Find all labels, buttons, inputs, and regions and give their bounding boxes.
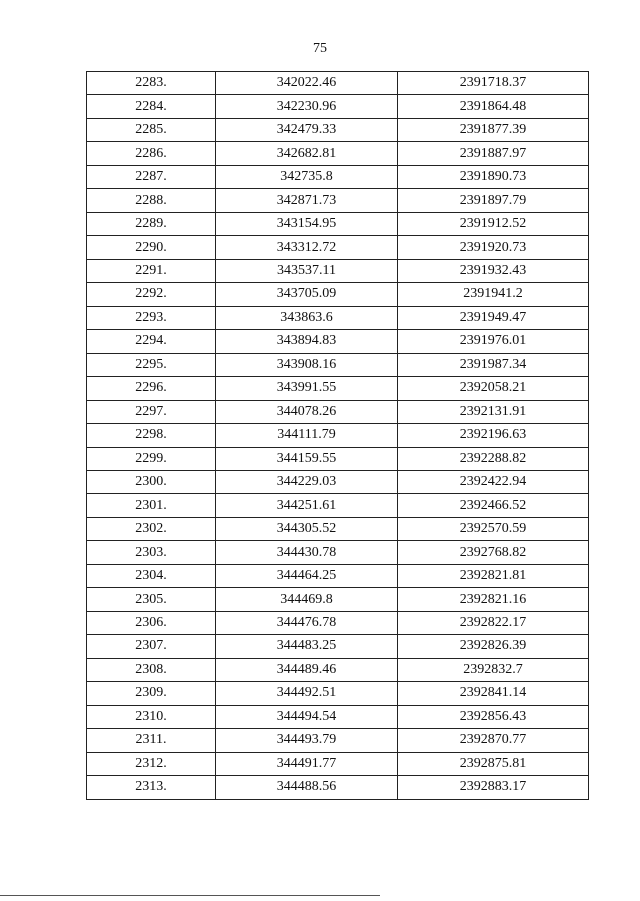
point-number-cell: 2289. (87, 212, 216, 235)
x-coordinate-cell: 342682.81 (216, 142, 398, 165)
y-coordinate-cell: 2392875.81 (398, 752, 589, 775)
x-coordinate-cell: 342871.73 (216, 189, 398, 212)
y-coordinate-cell: 2392822.17 (398, 611, 589, 634)
point-number-cell: 2309. (87, 682, 216, 705)
y-coordinate-cell: 2392196.63 (398, 424, 589, 447)
table-row (87, 682, 589, 705)
table-row (87, 306, 589, 329)
table-row (87, 494, 589, 517)
point-number-cell: 2285. (87, 118, 216, 141)
table-row (87, 259, 589, 282)
table-row (87, 658, 589, 681)
x-coordinate-cell: 342735.8 (216, 165, 398, 188)
table-row (87, 236, 589, 259)
point-number-cell: 2303. (87, 541, 216, 564)
point-number-cell: 2308. (87, 658, 216, 681)
x-coordinate-cell: 344159.55 (216, 447, 398, 470)
x-coordinate-cell: 344078.26 (216, 400, 398, 423)
x-coordinate-cell: 343537.11 (216, 259, 398, 282)
point-number-cell: 2307. (87, 635, 216, 658)
scan-edge-line (0, 895, 380, 896)
point-number-cell: 2300. (87, 470, 216, 493)
x-coordinate-cell: 344492.51 (216, 682, 398, 705)
y-coordinate-cell: 2392422.94 (398, 470, 589, 493)
table-row (87, 517, 589, 540)
point-number-cell: 2310. (87, 705, 216, 728)
point-number-cell: 2286. (87, 142, 216, 165)
x-coordinate-cell: 344476.78 (216, 611, 398, 634)
table-row (87, 564, 589, 587)
point-number-cell: 2313. (87, 776, 216, 799)
point-number-cell: 2292. (87, 283, 216, 306)
table-row (87, 470, 589, 493)
y-coordinate-cell: 2391897.79 (398, 189, 589, 212)
y-coordinate-cell: 2391976.01 (398, 330, 589, 353)
table-row (87, 142, 589, 165)
y-coordinate-cell: 2391941.2 (398, 283, 589, 306)
table-row (87, 424, 589, 447)
x-coordinate-cell: 344493.79 (216, 729, 398, 752)
point-number-cell: 2311. (87, 729, 216, 752)
x-coordinate-cell: 342022.46 (216, 72, 398, 95)
x-coordinate-cell: 344494.54 (216, 705, 398, 728)
point-number-cell: 2299. (87, 447, 216, 470)
x-coordinate-cell: 344491.77 (216, 752, 398, 775)
table-row (87, 330, 589, 353)
table-row (87, 447, 589, 470)
point-number-cell: 2306. (87, 611, 216, 634)
y-coordinate-cell: 2391877.39 (398, 118, 589, 141)
x-coordinate-cell: 344489.46 (216, 658, 398, 681)
y-coordinate-cell: 2392883.17 (398, 776, 589, 799)
y-coordinate-cell: 2391864.48 (398, 95, 589, 118)
y-coordinate-cell: 2392832.7 (398, 658, 589, 681)
x-coordinate-cell: 344430.78 (216, 541, 398, 564)
table-row (87, 212, 589, 235)
table-row (87, 752, 589, 775)
point-number-cell: 2305. (87, 588, 216, 611)
x-coordinate-cell: 342479.33 (216, 118, 398, 141)
y-coordinate-cell: 2392288.82 (398, 447, 589, 470)
table-row (87, 611, 589, 634)
y-coordinate-cell: 2392131.91 (398, 400, 589, 423)
page-number: 75 (313, 41, 327, 56)
y-coordinate-cell: 2392826.39 (398, 635, 589, 658)
x-coordinate-cell: 344483.25 (216, 635, 398, 658)
coordinates-table-body (87, 72, 589, 800)
x-coordinate-cell: 343894.83 (216, 330, 398, 353)
y-coordinate-cell: 2392768.82 (398, 541, 589, 564)
x-coordinate-cell: 343863.6 (216, 306, 398, 329)
point-number-cell: 2295. (87, 353, 216, 376)
point-number-cell: 2284. (87, 95, 216, 118)
table-row (87, 72, 589, 95)
point-number-cell: 2298. (87, 424, 216, 447)
y-coordinate-cell: 2391987.34 (398, 353, 589, 376)
point-number-cell: 2304. (87, 564, 216, 587)
x-coordinate-cell: 342230.96 (216, 95, 398, 118)
x-coordinate-cell: 344305.52 (216, 517, 398, 540)
table-row (87, 189, 589, 212)
table-row (87, 283, 589, 306)
x-coordinate-cell: 344229.03 (216, 470, 398, 493)
table-row (87, 165, 589, 188)
y-coordinate-cell: 2392841.14 (398, 682, 589, 705)
x-coordinate-cell: 344111.79 (216, 424, 398, 447)
point-number-cell: 2297. (87, 400, 216, 423)
table-row (87, 353, 589, 376)
y-coordinate-cell: 2391920.73 (398, 236, 589, 259)
table-row (87, 776, 589, 799)
x-coordinate-cell: 343312.72 (216, 236, 398, 259)
x-coordinate-cell: 343705.09 (216, 283, 398, 306)
y-coordinate-cell: 2391887.97 (398, 142, 589, 165)
y-coordinate-cell: 2392821.81 (398, 564, 589, 587)
table-row (87, 635, 589, 658)
point-number-cell: 2302. (87, 517, 216, 540)
y-coordinate-cell: 2392821.16 (398, 588, 589, 611)
x-coordinate-cell: 343154.95 (216, 212, 398, 235)
coordinates-table (86, 71, 589, 800)
point-number-cell: 2296. (87, 377, 216, 400)
x-coordinate-cell: 344488.56 (216, 776, 398, 799)
point-number-cell: 2288. (87, 189, 216, 212)
x-coordinate-cell: 344464.25 (216, 564, 398, 587)
y-coordinate-cell: 2392466.52 (398, 494, 589, 517)
y-coordinate-cell: 2391932.43 (398, 259, 589, 282)
x-coordinate-cell: 343991.55 (216, 377, 398, 400)
table-row (87, 400, 589, 423)
x-coordinate-cell: 343908.16 (216, 353, 398, 376)
point-number-cell: 2301. (87, 494, 216, 517)
point-number-cell: 2283. (87, 72, 216, 95)
y-coordinate-cell: 2392570.59 (398, 517, 589, 540)
y-coordinate-cell: 2392856.43 (398, 705, 589, 728)
table-row (87, 377, 589, 400)
y-coordinate-cell: 2391890.73 (398, 165, 589, 188)
point-number-cell: 2312. (87, 752, 216, 775)
y-coordinate-cell: 2391949.47 (398, 306, 589, 329)
y-coordinate-cell: 2391718.37 (398, 72, 589, 95)
table-row (87, 95, 589, 118)
table-row (87, 541, 589, 564)
point-number-cell: 2287. (87, 165, 216, 188)
point-number-cell: 2293. (87, 306, 216, 329)
point-number-cell: 2291. (87, 259, 216, 282)
y-coordinate-cell: 2391912.52 (398, 212, 589, 235)
y-coordinate-cell: 2392870.77 (398, 729, 589, 752)
point-number-cell: 2290. (87, 236, 216, 259)
point-number-cell: 2294. (87, 330, 216, 353)
table-row (87, 705, 589, 728)
table-row (87, 588, 589, 611)
x-coordinate-cell: 344251.61 (216, 494, 398, 517)
y-coordinate-cell: 2392058.21 (398, 377, 589, 400)
table-row (87, 118, 589, 141)
table-row (87, 729, 589, 752)
x-coordinate-cell: 344469.8 (216, 588, 398, 611)
